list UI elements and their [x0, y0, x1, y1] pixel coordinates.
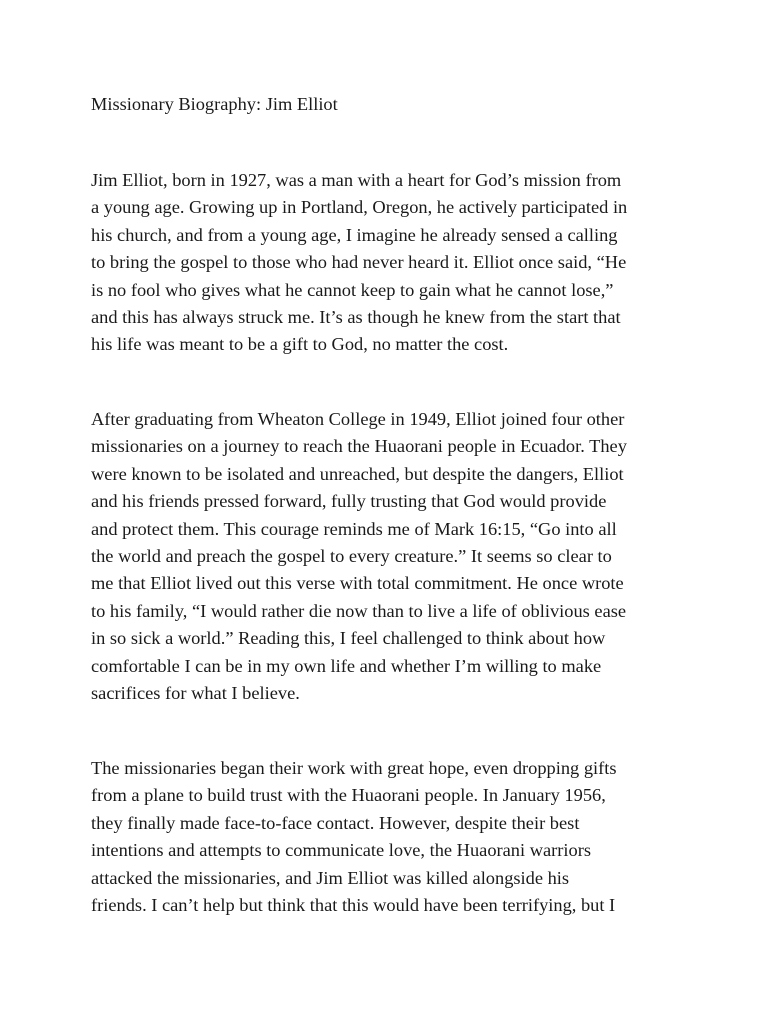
text-line: attacked the missionaries, and Jim Elliot was killed alongside his	[91, 867, 570, 888]
text-line: to his family, “I would rather die now than to live a life of oblivious ease	[91, 600, 627, 621]
text-line: from a plane to build trust with the Huaorani people. In January 1956,	[91, 785, 606, 806]
paragraph-1	[91, 167, 691, 359]
text-line: a young age. Growing up in Portland, Oregon, he actively participated in	[91, 197, 628, 218]
text-line: missionaries on a journey to reach the Huaorani people in Ecuador. They	[91, 436, 627, 457]
text-line: his life was meant to be a gift to God, no matter the cost.	[91, 334, 509, 355]
text-line: and protect them. This courage reminds me of Mark 16:15, “Go into all	[91, 518, 617, 539]
text-line: and his friends pressed forward, fully trusting that God would provide	[91, 491, 607, 512]
text-line: his church, and from a young age, I imagine he already sensed a calling	[91, 224, 618, 245]
text-line: sacrifices for what I believe.	[91, 683, 300, 704]
document-title: Missionary Biography: Jim Elliot	[91, 94, 338, 114]
text-line: is no fool who gives what he cannot keep to gain what he cannot lose,”	[91, 279, 614, 300]
text-line: and this has always struck me. It’s as though he knew from the start that	[91, 307, 621, 328]
text-line: the world and preach the gospel to every creature.” It seems so clear to	[91, 546, 612, 567]
text-line: Jim Elliot, born in 1927, was a man with a heart for God’s mission from	[91, 170, 622, 190]
text-line: in so sick a world.” Reading this, I feel challenged to think about how	[91, 628, 606, 649]
text-line: were known to be isolated and unreached, but despite the dangers, Elliot	[91, 463, 624, 484]
text-line: After graduating from Wheaton College in 1949, Elliot joined four other	[91, 409, 625, 429]
paragraph-3	[91, 755, 691, 919]
text-line: intentions and attempts to communicate love, the Huaorani warriors	[91, 840, 591, 861]
text-line: comfortable I can be in my own life and whether I’m willing to make	[91, 655, 602, 676]
paragraph-2	[91, 406, 691, 707]
text-line: The missionaries began their work with great hope, even dropping gifts	[91, 758, 617, 778]
text-line: me that Elliot lived out this verse with total commitment. He once wrote	[91, 573, 624, 594]
text-line: they finally made face-to-face contact. However, despite their best	[91, 812, 580, 833]
text-line: friends. I can’t help but think that this would have been terrifying, but I	[91, 895, 616, 916]
text-line: to bring the gospel to those who had never heard it. Elliot once said, “He	[91, 252, 627, 273]
